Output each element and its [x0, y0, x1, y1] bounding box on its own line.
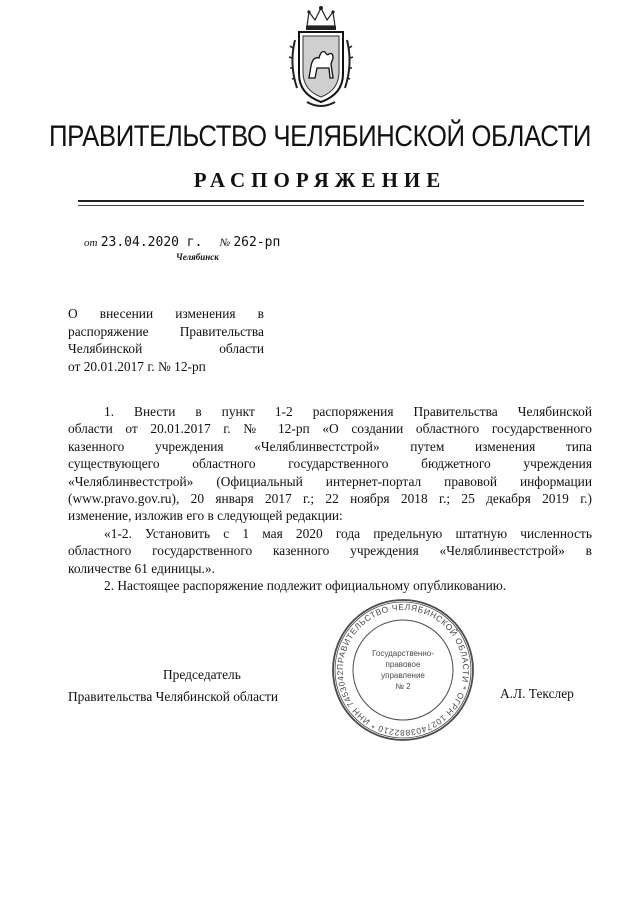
subject-line: распоряжение Правительства [68, 323, 264, 339]
document-type: РАСПОРЯЖЕНИЕ [193, 168, 447, 192]
subject-line: Челябинской области [68, 341, 264, 356]
city-name: Челябинск [176, 252, 219, 262]
registration-line [84, 234, 280, 250]
document-number: 262-рп [233, 235, 281, 250]
body-line: «1-2. Установить с 1 мая 2020 года предельную штатную численность [104, 525, 592, 541]
document-date: 23.04.2020 г. [100, 235, 203, 250]
coat-of-arms-emblem [285, 4, 357, 110]
signatory-position-line: Правительства Челябинской области [68, 689, 278, 704]
body-line: казенного учреждения «Челяблинвестстрой» путем изменения типа [68, 438, 592, 454]
number-prefix: № [219, 237, 231, 249]
paragraph-1 [68, 403, 592, 525]
body-line: количестве 61 единицы.». [68, 560, 215, 576]
seal-outer-text: ПРАВИТЕЛЬСТВО ЧЕЛЯБИНСКОЙ ОБЛАСТИ * ОГРН 1027403882210 * ИНН 7453042 [334, 601, 472, 739]
header-rule-thick [78, 200, 584, 202]
government-title: ПРАВИТЕЛЬСТВО ЧЕЛЯБИНСКОЙ ОБЛАСТИ [48, 120, 592, 153]
signatory-position [68, 664, 278, 708]
date-prefix: от [84, 237, 98, 249]
seal-inner-line: Государственно- [372, 649, 434, 658]
document-body [68, 403, 592, 594]
header-rule-thin [78, 205, 584, 206]
body-line: 2. Настоящее распоряжение подлежит официальному опубликованию. [104, 578, 507, 594]
paragraph-2 [68, 577, 592, 594]
subject-line: О внесении изменения в [68, 306, 264, 321]
seal-inner-line: правовое [385, 660, 421, 669]
seal-inner-line: № 2 [395, 682, 411, 691]
document-subject [68, 305, 264, 375]
signatory-position-line: Председатель [163, 667, 241, 682]
body-line: «Челяблинвестстрой» (Официальный интернет-портал правовой информации [68, 473, 592, 489]
body-line: 1. Внести в пункт 1-2 распоряжения Правительства Челябинской [104, 404, 592, 419]
body-line: существующего областного государственного бюджетного учреждения [68, 456, 592, 472]
subject-line: от 20.01.2017 г. № 12-рп [68, 358, 206, 374]
body-line: (www.pravo.gov.ru), 20 января 2017 г.; 22 ноября 2018 г.; 25 декабря 2019 г.) [68, 491, 592, 507]
body-line: изменение, изложив его в следующей редакции: [68, 508, 343, 524]
signatory-name: А.Л. Текслер [500, 686, 574, 701]
paragraph-quote [68, 525, 592, 577]
seal-inner-line: управление [381, 671, 425, 680]
official-seal [328, 595, 478, 745]
body-line: области от 20.01.2017 г. № 12-рп «О создании областного государственного [68, 421, 592, 437]
body-line: областного государственного казенного учреждения «Челяблинвестстрой» в [68, 543, 592, 559]
